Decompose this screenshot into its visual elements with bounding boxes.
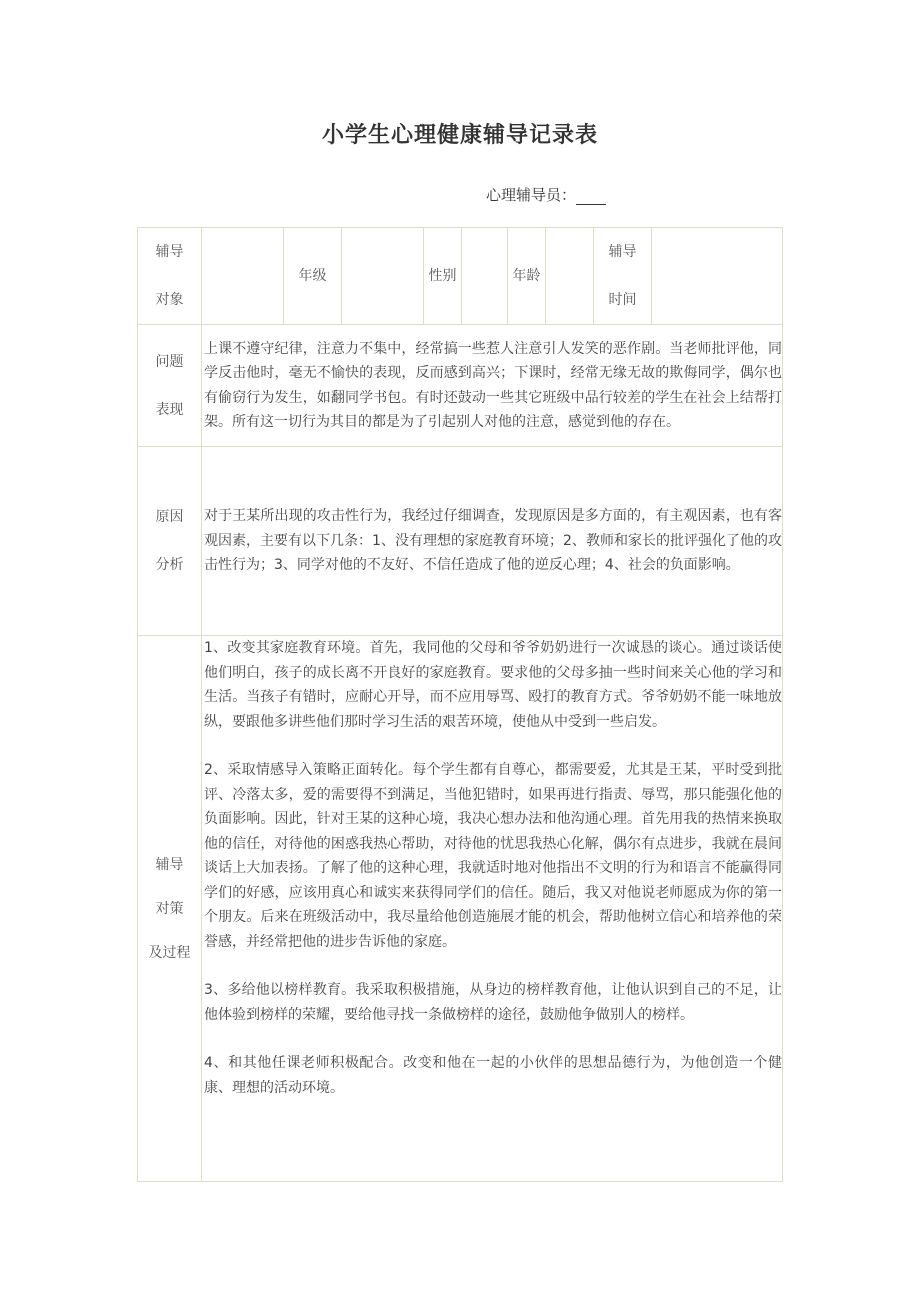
cause-row [138, 447, 783, 636]
strategy-content [202, 636, 783, 1182]
grade-label: 年级 [284, 228, 342, 325]
grade-value-cell[interactable] [342, 228, 424, 325]
counselor-blank-line[interactable] [576, 190, 606, 205]
target-value-cell[interactable] [202, 228, 284, 325]
problem-row [138, 325, 783, 447]
gender-value-cell[interactable] [462, 228, 508, 325]
cause-label: 原因 分析 [138, 447, 202, 636]
strategy-paragraph-3: 3、多给他以榜样教育。我采取积极措施，从身边的榜样教育他，让他认识到自己的不足，让他体验到榜样的荣耀，要给他寻找一条做榜样的途径，鼓励他争做别人的榜样。 [204, 982, 782, 1023]
strategy-row [138, 636, 783, 1182]
strategy-paragraph-4: 4、和其他任课老师积极配合。改变和他在一起的小伙伴的思想品德行为，为他创造一个健康、理想的活动环境。 [204, 1055, 782, 1096]
age-value-cell[interactable] [546, 228, 594, 325]
target-label: 辅导 对象 [138, 228, 202, 325]
time-value-cell[interactable] [652, 228, 783, 325]
time-label: 辅导 时间 [594, 228, 652, 325]
strategy-paragraph-1: 1、改变其家庭教育环境。首先，我同他的父母和爷爷奶奶进行一次诚恳的谈心。通过谈话使他们明白，孩子的成长离不开良好的家庭教育。要求他的父母多抽一些时间来关心他的学习和生活。当孩子有错时，应耐心开导，而不应用辱骂、殴打的教育方式。爷爷奶奶不能一味地放纵，要跟他多讲些他们那时学习生活的艰苦环境，使他从中受到一些启发。 [204, 640, 782, 730]
strategy-label: 辅导 对策 及过程 [138, 636, 202, 1182]
counselor-field [486, 184, 606, 205]
problem-label: 问题 表现 [138, 325, 202, 447]
page-title: 小学生心理健康辅导记录表 [321, 123, 598, 148]
gender-label: 性别 [424, 228, 462, 325]
counselor-label: 心理辅导员： [486, 186, 577, 204]
record-table [137, 227, 783, 1182]
basic-info-row [138, 228, 783, 325]
strategy-paragraph-2: 2、采取情感导入策略正面转化。每个学生都有自尊心，都需要爱，尤其是王某，平时受到批评、冷落太多，爱的需要得不到满足，当他犯错时，如果再进行指责、辱骂，那只能强化他的负面影响。因此，针对王某的这种心境，我决心想办法和他沟通心理。首先用我的热情来换取他的信任，对待他的困惑我热心帮助，对待他的忧思我热心化解，偶尔有点进步，我就在晨间谈话上大加表扬。了解了他的这种心理，我就适时地对他指出不文明的行为和语言不能赢得同学们的好感，应该用真心和诚实来获得同学们的信任。随后，我又对他说老师愿成为你的第一个朋友。后来在班级活动中，我尽量给他创造施展才能的机会，帮助他树立信心和培养他的荣誉感，并经常把他的进步告诉他的家庭。 [204, 762, 782, 950]
cause-text: 对于王某所出现的攻击性行为，我经过仔细调查，发现原因是多方面的，有主观因素，也有客观因素，主要有以下几条：1、没有理想的家庭教育环境；2、教师和家长的批评强化了他的攻击性行为；3、同学对他的不友好、不信任造成了他的逆反心理；4、社会的负面影响。 [202, 447, 783, 636]
age-label: 年龄 [508, 228, 546, 325]
problem-text: 上课不遵守纪律，注意力不集中，经常搞一些惹人注意引人发笑的恶作剧。当老师批评他，同学反击他时，毫无不愉快的表现，反而感到高兴；下课时，经常无缘无故的欺侮同学，偶尔也有偷窃行为发生，如翻同学书包。有时还鼓动一些其它班级中品行较差的学生在社会上结帮打架。所有这一切行为其目的都是为了引起别人对他的注意，感觉到他的存在。 [202, 325, 783, 447]
